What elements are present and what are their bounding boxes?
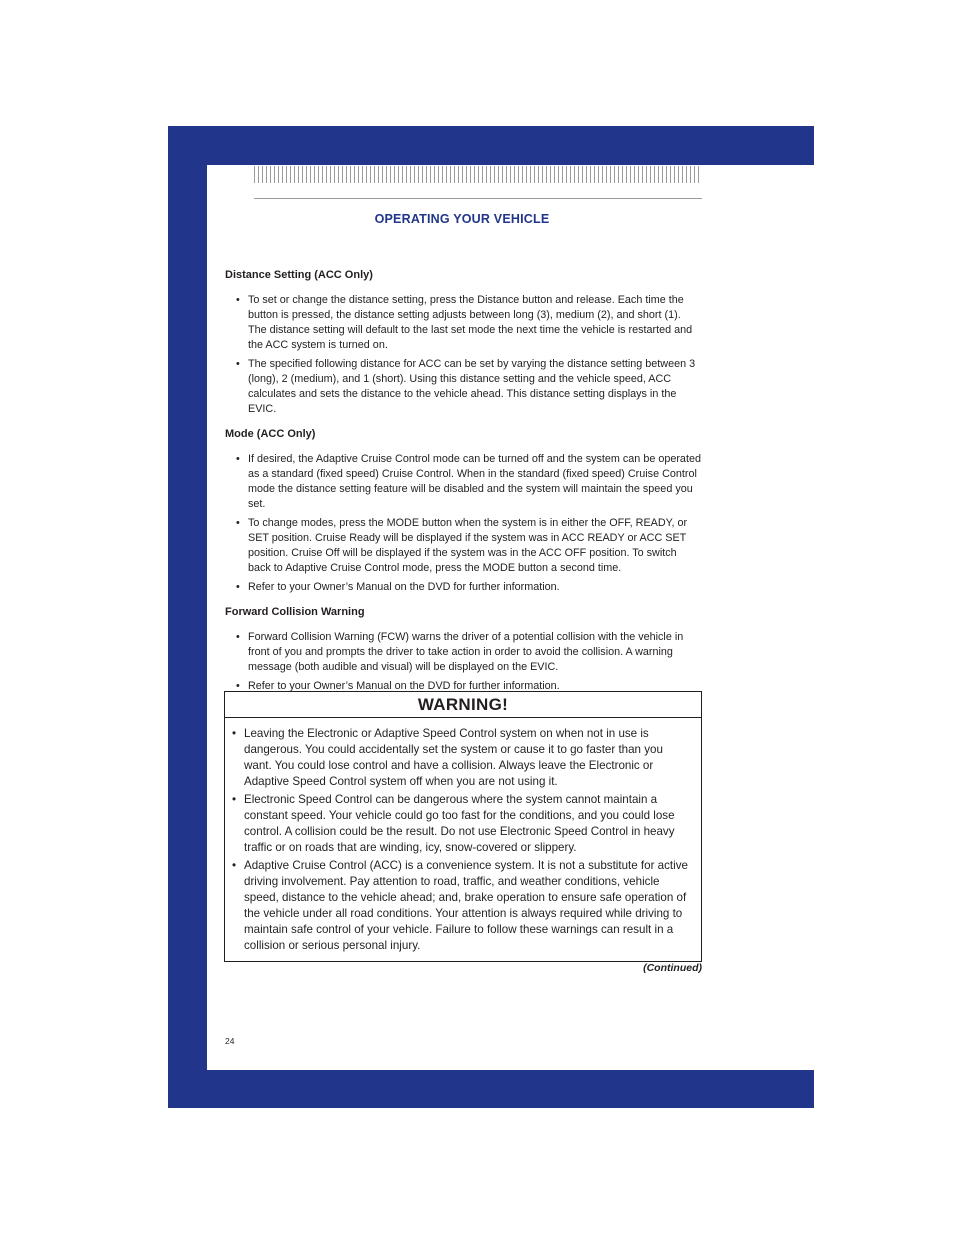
- list-item: • The specified following distance for ACC can be set by varying the distance setting between 3 (long), 2 (medium), and 1 (short). Using this distance setting and the vehicle speed, ACC calculates and sets the distance to the vehicle ahead. This distance setting displays in the EVIC.: [225, 357, 702, 417]
- header-rule: [254, 198, 702, 199]
- heading-mode: Mode (ACC Only): [225, 428, 316, 440]
- decorative-tick-bar: [254, 166, 702, 183]
- warning-list: [225, 726, 701, 954]
- warning-item: • Adaptive Cruise Control (ACC) is a convenience system. It is not a substitute for active driving involvement. Pay attention to road, traffic, and weather conditions, vehicle speed, distance to the vehicle ahead; and, brake operation to ensure safe operation of the vehicle under all road conditions. Your attention is always required while driving to maintain safe control of your vehicle. Failure to follow these warnings can result in a collision or serious personal injury.: [225, 858, 693, 954]
- section-title: OPERATING YOUR VEHICLE: [374, 212, 550, 226]
- list-item: • To set or change the distance setting, press the Distance button and release. Each time the button is pressed, the distance setting adjusts between long (3), medium (2), and short (1). The distance setting will default to the last set mode the next time the vehicle is restarted and the ACC system is turned on.: [225, 293, 702, 353]
- heading-distance-setting: Distance Setting (ACC Only): [225, 269, 373, 281]
- list-item: • If desired, the Adaptive Cruise Control mode can be turned off and the system can be operated as a standard (fixed speed) Cruise Control. When in the standard (fixed speed) Cruise Control mode the distance setting feature will be disabled and the system will maintain the speed you set.: [225, 452, 702, 512]
- list-item: • Forward Collision Warning (FCW) warns the driver of a potential collision with the vehicle in front of you and prompts the driver to take action in order to avoid the collision. A warning message (both audible and visual) will be displayed on the EVIC.: [225, 630, 702, 675]
- list-item: • Refer to your Owner’s Manual on the DVD for further information.: [225, 679, 702, 694]
- distance-setting-list: [225, 293, 702, 417]
- main-content: [225, 268, 702, 704]
- warning-title: WARNING!: [225, 692, 701, 718]
- list-item: • Refer to your Owner’s Manual on the DVD for further information.: [225, 580, 702, 595]
- warning-item: • Electronic Speed Control can be dangerous where the system cannot maintain a constant speed. Your vehicle could go too fast for the conditions, and you could lose control. A collision could be the result. Do not use Electronic Speed Control in heavy traffic or on roads that are winding, icy, snow-covered or slippery.: [225, 792, 693, 856]
- warning-item: • Leaving the Electronic or Adaptive Speed Control system on when not in use is dangerous. You could accidentally set the system or cause it to go faster than you want. You could lose control and have a collision. Always leave the Electronic or Adaptive Speed Control system off when you are not using it.: [225, 726, 693, 790]
- mode-list: [225, 452, 702, 595]
- fcw-list: [225, 630, 702, 694]
- list-item: • To change modes, press the MODE button when the system is in either the OFF, READY, or SET position. Cruise Ready will be displayed if the system was in ACC READY or ACC SET position. Cruise Off will be displayed if the system was in the ACC OFF position. To switch back to Adaptive Cruise Control mode, press the MODE button a second time.: [225, 516, 702, 576]
- heading-forward-collision-warning: Forward Collision Warning: [225, 606, 365, 618]
- continued-label: (Continued): [643, 962, 702, 974]
- warning-box: [224, 691, 702, 962]
- page-number: 24: [225, 1036, 235, 1046]
